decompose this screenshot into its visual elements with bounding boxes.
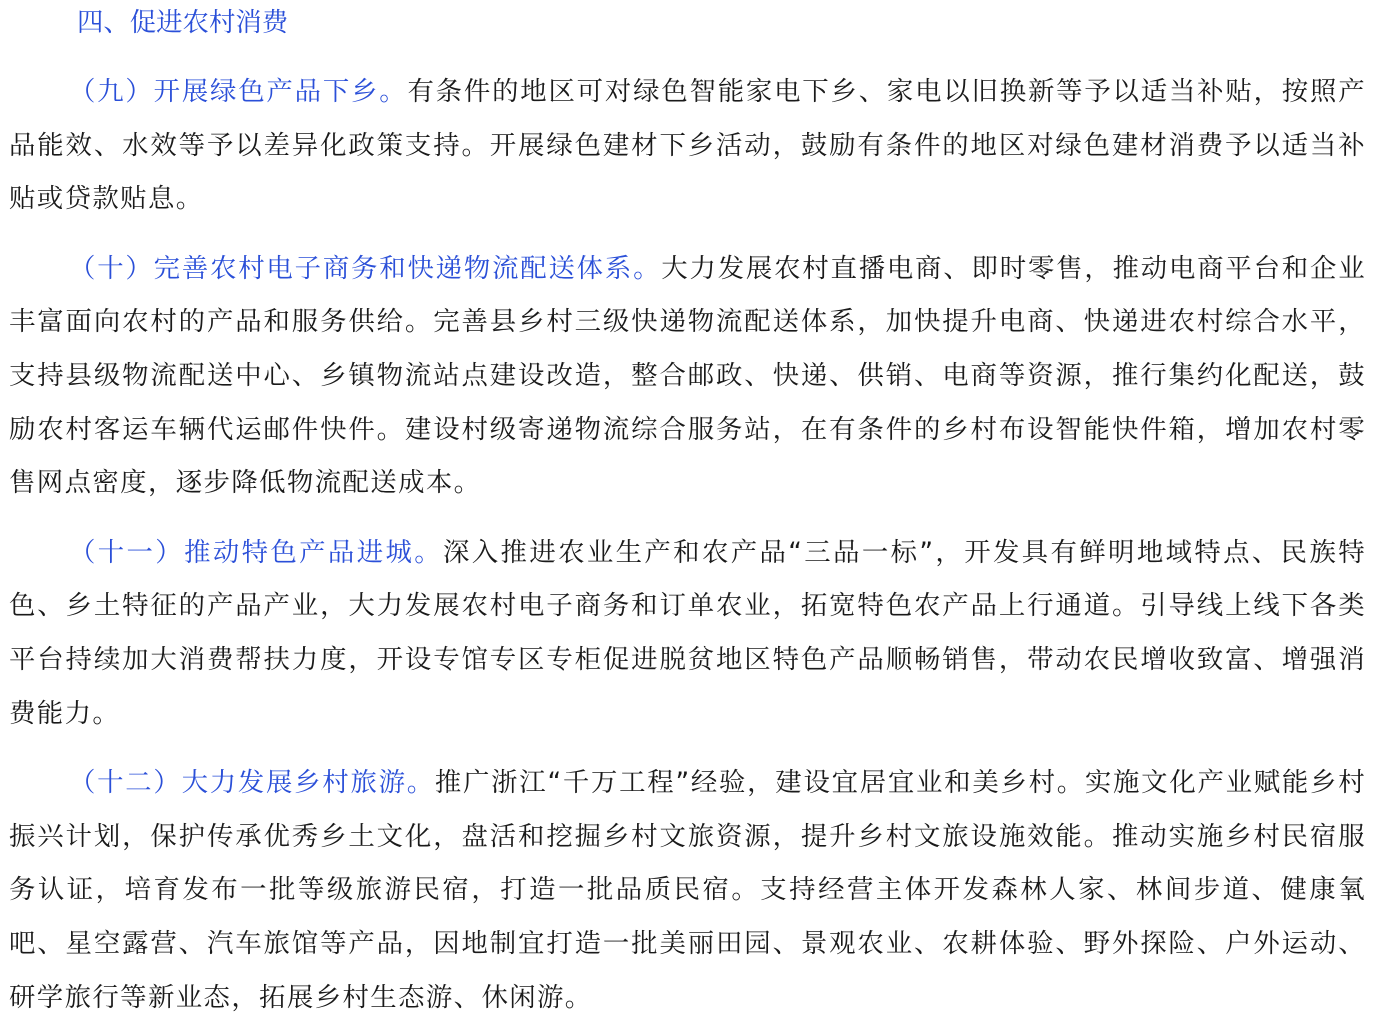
paragraph-10-heading: （十）完善农村电子商务和快递物流配送体系。 <box>69 252 662 284</box>
paragraph-11 <box>9 526 1366 740</box>
paragraph-11-body: 深入推进农业生产和农产品“三品一标”，开发具有鲜明地域特点、民族特色、乡土特征的产品产业，大力发展农村电子商务和订单农业，拓宽特色农产品上行通道。引导线上线下各类平台持续加大消费帮扶力度，开设专馆专区专柜促进脱贫地区特色产品顺畅销售，带动农民增收致富、增强消费能力。 <box>9 536 1367 729</box>
paragraph-9 <box>9 65 1366 226</box>
paragraph-10-body: 大力发展农村直播电商、即时零售，推动电商平台和企业丰富面向农村的产品和服务供给。完善县乡村三级快递物流配送体系，加快提升电商、快递进农村综合水平，支持县级物流配送中心、乡镇物流站点建设改造，整合邮政、快递、供销、电商等资源，推行集约化配送，鼓励农村客运车辆代运邮件快件。建设村级寄递物流综合服务站，在有条件的乡村布设智能快件箱，增加农村零售网点密度，逐步降低物流配送成本。 <box>9 252 1366 499</box>
paragraph-12 <box>9 756 1366 1024</box>
paragraph-10 <box>9 242 1366 510</box>
paragraph-12-body: 推广浙江“千万工程”经验，建设宜居宜业和美乡村。实施文化产业赋能乡村振兴计划，保护传承优秀乡土文化，盘活和挖掘乡村文旅资源，提升乡村文旅设施效能。推动实施乡村民宿服务认证，培育发布一批等级旅游民宿，打造一批品质民宿。支持经营主体开发森林人家、林间步道、健康氧吧、星空露营、汽车旅馆等产品，因地制宜打造一批美丽田园、景观农业、农耕体验、野外探险、户外运动、研学旅行等新业态，拓展乡村生态游、休闲游。 <box>9 767 1366 1013</box>
section-title: 四、促进农村消费 <box>77 7 289 38</box>
paragraph-9-body: 有条件的地区可对绿色智能家电下乡、家电以旧换新等予以适当补贴，按照产品能效、水效等予以差异化政策支持。开展绿色建材下乡活动，鼓励有条件的地区对绿色建材消费予以适当补贴或贷款贴息。 <box>9 76 1366 215</box>
paragraph-12-heading: （十二）大力发展乡村旅游。 <box>69 767 435 799</box>
paragraph-9-heading: （九）开展绿色产品下乡。 <box>69 76 408 107</box>
paragraph-11-heading: （十一）推动特色产品进城。 <box>69 536 444 568</box>
